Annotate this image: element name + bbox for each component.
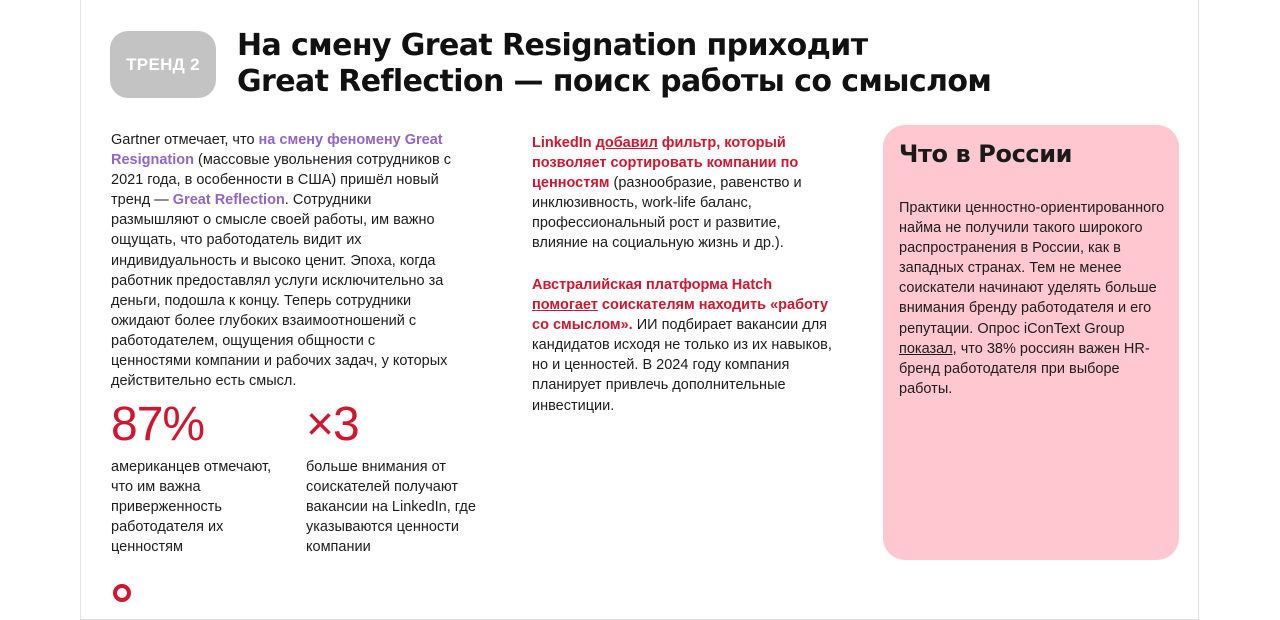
hatch-link[interactable]: помогает — [532, 297, 598, 314]
hatch-lead: Австралийская платформа Hatch — [532, 277, 773, 293]
trend-badge-label: ТРЕНД 2 — [126, 54, 200, 74]
intro-paragraph — [111, 130, 456, 391]
intro-highlight-resignation: на смену феномену Great Resignation — [111, 132, 443, 169]
linkedin-lead: LinkedIn — [532, 135, 596, 151]
linkedin-text: (разнообразие, равенство и инклюзивность, work-life баланс, профессиональный рост и развитие, влияние на социальную жизнь и др.). — [532, 175, 802, 252]
page-title-line-1: На смену Great Resignation приходит — [237, 28, 868, 63]
bottom-circle-icon — [113, 584, 131, 602]
hatch-paragraph — [532, 275, 837, 416]
intro-highlight-reflection: Great Reflection — [172, 192, 285, 209]
intro-text-start: Gartner отмечает, что — [111, 132, 259, 148]
page-title — [237, 28, 991, 100]
intro-text-middle: (массовые увольнения сотрудников с 2021 года, в особенности в США) пришёл новый тренд — — [111, 152, 452, 209]
linkedin-paragraph — [532, 133, 837, 254]
linkedin-highlight: фильтр, который позволяет сортировать компании по ценностям — [532, 135, 799, 192]
hatch-text: ИИ подбирает вакансии для кандидатов исходя не только из их навыков, но и ценностей. В 2024 году компания планирует привлечь дополнительные инвестиции. — [532, 317, 832, 414]
linkedin-link[interactable]: добавил — [595, 135, 658, 151]
stat-x3: ×3 — [306, 398, 359, 451]
stat-87-percent-caption: американцев отмечают, что им важна приверженность работодателя их ценностям — [111, 459, 272, 556]
russia-paragraph — [899, 198, 1174, 399]
russia-title: Что в России — [899, 140, 1073, 168]
russia-text-start: Практики ценностно-ориентированного найма не получили такого широкого распространения в России, как в западных странах. Тем не менее соискатели начинают уделять больше внимания бренду работодателя и его репутации. Опрос iConText Group — [899, 200, 1165, 337]
stat-87-percent: 87% — [111, 398, 205, 451]
russia-survey-link[interactable]: показал — [899, 340, 953, 357]
page-title-line-2: Great Reflection — поиск работы со смыслом — [237, 64, 992, 99]
stat-x3-caption: больше внимания от соискателей получают вакансии на LinkedIn, где указываются ценности компании — [306, 459, 476, 556]
hatch-highlight: соискателям находить «работу со смыслом». — [532, 297, 829, 334]
trend-badge — [110, 31, 216, 98]
russia-text-end: , что 38% россиян важен HR-бренд работодателя при выборе работы. — [899, 340, 1150, 397]
intro-text-end: . Сотрудники размышляют о смысле своей работы, им важно ощущать, что работодатель видит их индивидуальность и высоко ценит. Эпоха, когда работник предоставлял услуги исключительно за деньги, подошла к концу. Теперь сотрудники ожидают более глубоких взаимоотношений с работодателем, ощущения общности с ценностями компании и рабочих задач, у которых действительно есть смысл. — [111, 192, 448, 390]
